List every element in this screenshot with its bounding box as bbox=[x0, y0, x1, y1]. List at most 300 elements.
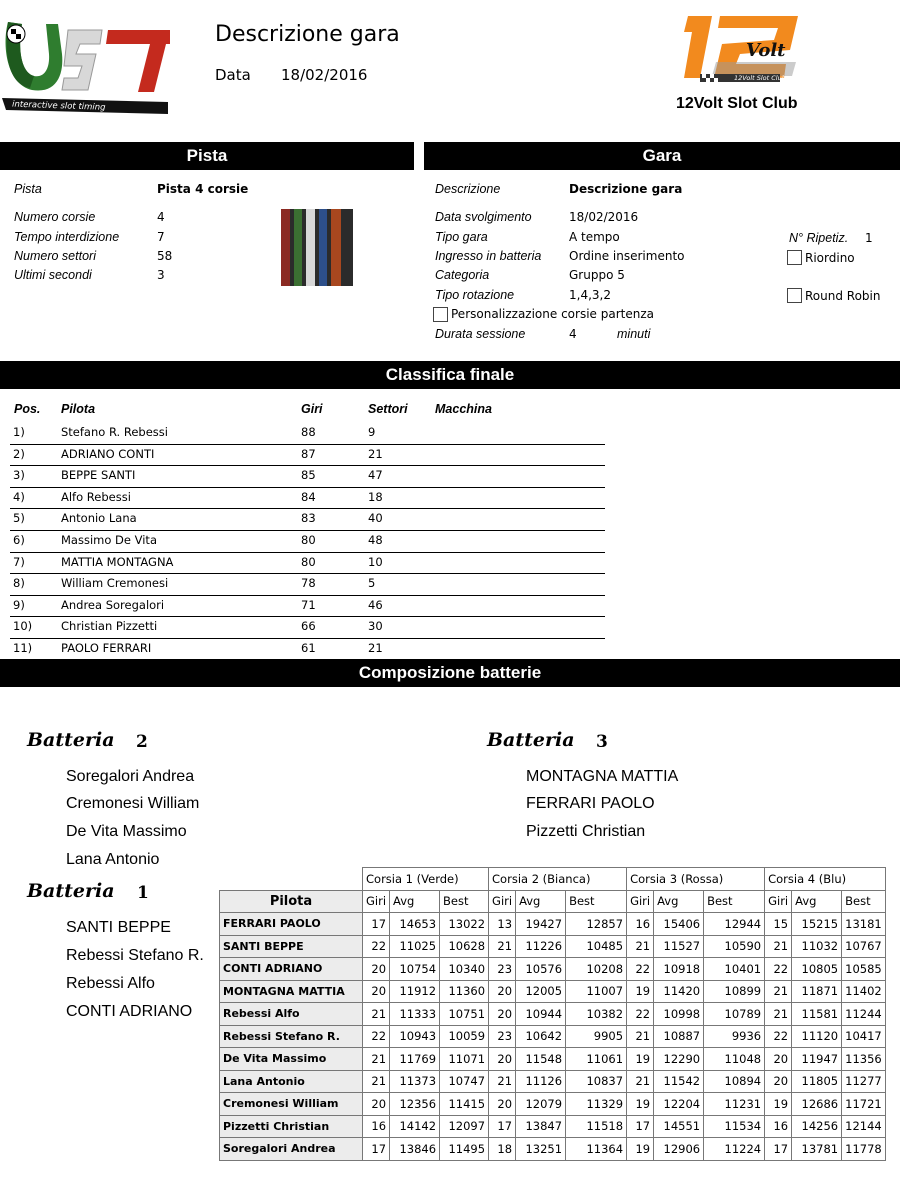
stat-cell: 11244 bbox=[842, 1003, 886, 1026]
stat-cell: 11231 bbox=[704, 1093, 765, 1116]
sub-header-avg: Avg bbox=[390, 890, 440, 913]
stat-cell: 12204 bbox=[654, 1093, 704, 1116]
ranking-settori: 46 bbox=[368, 597, 383, 612]
table-row bbox=[220, 1138, 886, 1161]
table-row bbox=[220, 958, 886, 981]
ranking-pilota: MATTIA MONTAGNA bbox=[61, 554, 174, 569]
track-lanes-image bbox=[281, 209, 353, 286]
ranking-settori: 10 bbox=[368, 554, 383, 569]
batteria-driver: Rebessi Stefano R. bbox=[66, 947, 204, 964]
pista-field-label: Numero corsie bbox=[14, 210, 96, 224]
ranking-pilota: Stefano R. Rebessi bbox=[61, 425, 168, 439]
gara-rotazione-label: Tipo rotazione bbox=[435, 288, 515, 302]
round-robin-label: Round Robin bbox=[805, 289, 881, 303]
gara-durata-unit: minuti bbox=[617, 327, 651, 341]
stat-cell: 12857 bbox=[566, 913, 627, 936]
stat-cell: 13781 bbox=[792, 1138, 842, 1161]
stat-cell: 10754 bbox=[390, 958, 440, 981]
stat-cell: 11415 bbox=[440, 1093, 489, 1116]
stat-cell: 13022 bbox=[440, 913, 489, 936]
stat-cell: 10576 bbox=[516, 958, 566, 981]
stat-cell: 17 bbox=[363, 1138, 390, 1161]
ranking-pos: 6) bbox=[13, 533, 25, 547]
ranking-pilota: Massimo De Vita bbox=[61, 533, 157, 547]
stat-cell: 20 bbox=[489, 1048, 516, 1071]
stat-cell: 15215 bbox=[792, 913, 842, 936]
stat-cell: 10767 bbox=[842, 935, 886, 958]
gara-rotazione-value: 1,4,3,2 bbox=[569, 288, 611, 302]
sub-header-avg: Avg bbox=[654, 890, 704, 913]
driver-name-cell: FERRARI PAOLO bbox=[220, 913, 363, 936]
driver-name-cell: Soregalori Andrea bbox=[220, 1138, 363, 1161]
ranking-giri: 87 bbox=[301, 446, 316, 461]
ranking-giri: 71 bbox=[301, 597, 316, 612]
stat-cell: 20 bbox=[363, 1093, 390, 1116]
stat-cell: 19427 bbox=[516, 913, 566, 936]
ranking-row bbox=[10, 595, 605, 618]
stat-cell: 19 bbox=[627, 1048, 654, 1071]
driver-name-cell: Pizzetti Christian bbox=[220, 1115, 363, 1138]
corsia-header: Corsia 2 (Bianca) bbox=[489, 868, 627, 891]
pista-field-label: Numero settori bbox=[14, 249, 96, 263]
sub-header-giri: Giri bbox=[363, 890, 390, 913]
stat-cell: 23 bbox=[489, 1025, 516, 1048]
ranking-giri: 66 bbox=[301, 619, 316, 634]
gara-durata-label: Durata sessione bbox=[435, 327, 526, 341]
ranking-row bbox=[10, 638, 605, 661]
club-logo-text: 12Volt Slot Club bbox=[734, 74, 786, 82]
stat-cell: 17 bbox=[489, 1115, 516, 1138]
stat-cell: 21 bbox=[765, 1003, 792, 1026]
stat-cell: 12290 bbox=[654, 1048, 704, 1071]
driver-name-cell: Rebessi Alfo bbox=[220, 1003, 363, 1026]
stat-cell: 21 bbox=[765, 980, 792, 1003]
ranking-row bbox=[10, 530, 605, 553]
stat-cell: 17 bbox=[627, 1115, 654, 1138]
stat-cell: 10401 bbox=[704, 958, 765, 981]
stat-cell: 22 bbox=[765, 958, 792, 981]
col-pilota-header: Pilota bbox=[61, 402, 96, 416]
ranking-giri: 61 bbox=[301, 641, 316, 655]
stat-cell: 11721 bbox=[842, 1093, 886, 1116]
batteria-label: Batteria bbox=[27, 880, 115, 902]
pista-field-label: Tempo interdizione bbox=[14, 230, 120, 244]
pista-field-value: 4 bbox=[157, 210, 165, 224]
sub-header-avg: Avg bbox=[792, 890, 842, 913]
table-row bbox=[220, 1115, 886, 1138]
stat-cell: 21 bbox=[489, 1070, 516, 1093]
stat-cell: 10642 bbox=[516, 1025, 566, 1048]
ranking-giri: 84 bbox=[301, 489, 316, 504]
ripetiz-label: N° Ripetiz. bbox=[789, 231, 849, 245]
batteria-driver: CONTI ADRIANO bbox=[66, 1003, 193, 1020]
personalizzazione-label: Personalizzazione corsie partenza bbox=[451, 307, 654, 321]
col-macchina-header: Macchina bbox=[435, 402, 492, 416]
pilota-column-header: Pilota bbox=[220, 890, 363, 913]
stat-cell: 11061 bbox=[566, 1048, 627, 1071]
stat-cell: 11581 bbox=[792, 1003, 842, 1026]
batteria-number: 3 bbox=[596, 732, 608, 752]
pista-field-value: Pista 4 corsie bbox=[157, 182, 249, 196]
stat-cell: 20 bbox=[363, 958, 390, 981]
stat-cell: 12686 bbox=[792, 1093, 842, 1116]
ranking-pilota: Andrea Soregalori bbox=[61, 597, 165, 612]
sub-header-giri: Giri bbox=[627, 890, 654, 913]
ranking-pos: 10) bbox=[13, 619, 33, 634]
ranking-giri: 78 bbox=[301, 576, 316, 591]
stat-cell: 11277 bbox=[842, 1070, 886, 1093]
ranking-pilota: Christian Pizzetti bbox=[61, 619, 158, 634]
track-lane-stripe bbox=[294, 209, 302, 286]
track-lane-stripe bbox=[319, 209, 327, 286]
ranking-giri: 83 bbox=[301, 511, 316, 526]
table-row bbox=[220, 1093, 886, 1116]
ranking-pos: 11) bbox=[13, 641, 33, 655]
ranking-row bbox=[10, 573, 605, 596]
batteria-number: 1 bbox=[137, 883, 149, 903]
stat-cell: 21 bbox=[627, 1025, 654, 1048]
stat-cell: 11126 bbox=[516, 1070, 566, 1093]
stat-cell: 12079 bbox=[516, 1093, 566, 1116]
ranking-pilota: BEPPE SANTI bbox=[61, 468, 136, 483]
gara-data-value: 18/02/2016 bbox=[569, 210, 639, 224]
ranking-pilota: PAOLO FERRARI bbox=[61, 641, 152, 655]
stat-cell: 10789 bbox=[704, 1003, 765, 1026]
stat-cell: 16 bbox=[765, 1115, 792, 1138]
stat-cell: 19 bbox=[627, 980, 654, 1003]
stat-cell: 10944 bbox=[516, 1003, 566, 1026]
ranking-settori: 30 bbox=[368, 619, 383, 634]
gara-tipo-value: A tempo bbox=[569, 230, 620, 244]
ripetiz-value: 1 bbox=[865, 231, 873, 245]
stat-cell: 11364 bbox=[566, 1138, 627, 1161]
page-title: Descrizione gara bbox=[215, 22, 400, 47]
stat-cell: 11007 bbox=[566, 980, 627, 1003]
stat-cell: 13846 bbox=[390, 1138, 440, 1161]
ranking-settori: 21 bbox=[368, 641, 383, 655]
stat-cell: 21 bbox=[363, 1070, 390, 1093]
stat-cell: 11329 bbox=[566, 1093, 627, 1116]
track-lane-stripe bbox=[281, 209, 290, 286]
stat-cell: 10887 bbox=[654, 1025, 704, 1048]
classifica-heading: Classifica finale bbox=[0, 361, 900, 389]
stat-cell: 15406 bbox=[654, 913, 704, 936]
pista-field-label: Ultimi secondi bbox=[14, 268, 92, 282]
batteria-driver: Lana Antonio bbox=[66, 851, 160, 868]
ranking-row bbox=[10, 616, 605, 639]
stat-cell: 12005 bbox=[516, 980, 566, 1003]
gara-ingresso-label: Ingresso in batteria bbox=[435, 249, 542, 263]
svg-text:Volt: Volt bbox=[746, 40, 786, 61]
batteria-number: 2 bbox=[136, 732, 148, 752]
ist-logo bbox=[2, 14, 170, 116]
stat-cell: 12144 bbox=[842, 1115, 886, 1138]
table-row bbox=[220, 980, 886, 1003]
stat-cell: 11224 bbox=[704, 1138, 765, 1161]
stat-cell: 18 bbox=[489, 1138, 516, 1161]
ranking-giri: 88 bbox=[301, 425, 316, 439]
table-row bbox=[220, 935, 886, 958]
col-pos-header: Pos. bbox=[14, 402, 41, 416]
stat-cell: 16 bbox=[627, 913, 654, 936]
batteria-driver: FERRARI PAOLO bbox=[526, 795, 655, 812]
gara-heading: Gara bbox=[424, 142, 900, 170]
sub-header-giri: Giri bbox=[489, 890, 516, 913]
ist-logo-text: interactive slot timing bbox=[11, 99, 106, 113]
sub-header-avg: Avg bbox=[516, 890, 566, 913]
stat-cell: 10998 bbox=[654, 1003, 704, 1026]
driver-name-cell: SANTI BEPPE bbox=[220, 935, 363, 958]
ranking-pilota: Antonio Lana bbox=[61, 511, 137, 526]
gara-ingresso-value: Ordine inserimento bbox=[569, 249, 685, 263]
stat-cell: 10485 bbox=[566, 935, 627, 958]
batteria-driver: MONTAGNA MATTIA bbox=[526, 768, 679, 785]
stat-cell: 22 bbox=[363, 1025, 390, 1048]
stat-cell: 11048 bbox=[704, 1048, 765, 1071]
ranking-row bbox=[10, 444, 605, 467]
sub-header-giri: Giri bbox=[765, 890, 792, 913]
club-name: 12Volt Slot Club bbox=[676, 95, 798, 112]
stat-cell: 22 bbox=[363, 935, 390, 958]
stat-cell: 10837 bbox=[566, 1070, 627, 1093]
table-row bbox=[220, 1003, 886, 1026]
ranking-pos: 4) bbox=[13, 489, 25, 504]
stat-cell: 11805 bbox=[792, 1070, 842, 1093]
stat-cell: 10059 bbox=[440, 1025, 489, 1048]
ranking-giri: 80 bbox=[301, 554, 316, 569]
col-settori-header: Settori bbox=[368, 402, 408, 416]
gara-categoria-value: Gruppo 5 bbox=[569, 268, 625, 282]
stat-cell: 10628 bbox=[440, 935, 489, 958]
stat-cell: 10208 bbox=[566, 958, 627, 981]
stat-cell: 11769 bbox=[390, 1048, 440, 1071]
stat-cell: 11548 bbox=[516, 1048, 566, 1071]
stat-cell: 11071 bbox=[440, 1048, 489, 1071]
ranking-row bbox=[10, 508, 605, 531]
pista-field-value: 3 bbox=[157, 268, 165, 282]
ranking-row bbox=[10, 422, 605, 445]
stat-cell: 10899 bbox=[704, 980, 765, 1003]
stat-cell: 14142 bbox=[390, 1115, 440, 1138]
riordino-label: Riordino bbox=[805, 251, 855, 265]
stat-cell: 19 bbox=[627, 1093, 654, 1116]
stat-cell: 20 bbox=[489, 1093, 516, 1116]
stat-cell: 12097 bbox=[440, 1115, 489, 1138]
stat-cell: 12906 bbox=[654, 1138, 704, 1161]
stat-cell: 20 bbox=[363, 980, 390, 1003]
table-row bbox=[220, 1048, 886, 1071]
stat-cell: 21 bbox=[765, 935, 792, 958]
ranking-pos: 1) bbox=[13, 425, 25, 439]
stat-cell: 9936 bbox=[704, 1025, 765, 1048]
stat-cell: 21 bbox=[627, 935, 654, 958]
ranking-pos: 2) bbox=[13, 446, 25, 461]
stat-cell: 21 bbox=[363, 1003, 390, 1026]
stat-cell: 12356 bbox=[390, 1093, 440, 1116]
stat-cell: 11534 bbox=[704, 1115, 765, 1138]
pista-field-value: 7 bbox=[157, 230, 165, 244]
stat-cell: 10382 bbox=[566, 1003, 627, 1026]
stat-cell: 10805 bbox=[792, 958, 842, 981]
pista-field-value: 58 bbox=[157, 249, 173, 263]
stat-cell: 13847 bbox=[516, 1115, 566, 1138]
stat-cell: 11356 bbox=[842, 1048, 886, 1071]
date-label: Data bbox=[215, 66, 251, 84]
stat-cell: 11032 bbox=[792, 935, 842, 958]
ranking-giri: 85 bbox=[301, 468, 316, 483]
stat-cell: 11542 bbox=[654, 1070, 704, 1093]
corsia-header: Corsia 1 (Verde) bbox=[363, 868, 489, 891]
driver-name-cell: Lana Antonio bbox=[220, 1070, 363, 1093]
stat-cell: 13181 bbox=[842, 913, 886, 936]
batteria-driver: De Vita Massimo bbox=[66, 823, 187, 840]
ranking-row bbox=[10, 487, 605, 510]
stat-cell: 10417 bbox=[842, 1025, 886, 1048]
stat-cell: 11495 bbox=[440, 1138, 489, 1161]
stat-cell: 10751 bbox=[440, 1003, 489, 1026]
ranking-pilota: ADRIANO CONTI bbox=[61, 446, 155, 461]
ranking-settori: 18 bbox=[368, 489, 383, 504]
batteria-driver: Rebessi Alfo bbox=[66, 975, 155, 992]
ranking-pilota: Alfo Rebessi bbox=[61, 489, 131, 504]
stat-cell: 21 bbox=[363, 1048, 390, 1071]
gara-tipo-label: Tipo gara bbox=[435, 230, 488, 244]
sub-header-best: Best bbox=[842, 890, 886, 913]
ranking-settori: 21 bbox=[368, 446, 383, 461]
batterie-heading: Composizione batterie bbox=[0, 659, 900, 687]
stat-cell: 10918 bbox=[654, 958, 704, 981]
table-corner bbox=[220, 868, 363, 891]
personalizzazione-checkbox[interactable] bbox=[433, 307, 448, 322]
gara-descrizione-value: Descrizione gara bbox=[569, 182, 683, 196]
ranking-settori: 5 bbox=[368, 576, 376, 591]
stat-cell: 10894 bbox=[704, 1070, 765, 1093]
batteria-driver: Cremonesi William bbox=[66, 795, 200, 812]
sub-header-best: Best bbox=[566, 890, 627, 913]
stat-cell: 11420 bbox=[654, 980, 704, 1003]
table-row bbox=[220, 913, 886, 936]
gara-durata-value: 4 bbox=[569, 327, 577, 341]
stat-cell: 22 bbox=[627, 1003, 654, 1026]
stat-cell: 11226 bbox=[516, 935, 566, 958]
stat-cell: 9905 bbox=[566, 1025, 627, 1048]
stat-cell: 20 bbox=[489, 980, 516, 1003]
stat-cell: 11333 bbox=[390, 1003, 440, 1026]
stat-cell: 11518 bbox=[566, 1115, 627, 1138]
ranking-pos: 3) bbox=[13, 468, 25, 483]
stat-cell: 15 bbox=[765, 913, 792, 936]
table-row bbox=[220, 1070, 886, 1093]
stat-cell: 11120 bbox=[792, 1025, 842, 1048]
stat-cell: 14551 bbox=[654, 1115, 704, 1138]
col-giri-header: Giri bbox=[301, 402, 323, 416]
stat-cell: 23 bbox=[489, 958, 516, 981]
batteria-label: Batteria bbox=[487, 729, 575, 751]
table-row bbox=[220, 1025, 886, 1048]
stat-cell: 19 bbox=[627, 1138, 654, 1161]
corsia-header: Corsia 3 (Rossa) bbox=[627, 868, 765, 891]
stat-cell: 10590 bbox=[704, 935, 765, 958]
stat-cell: 11947 bbox=[792, 1048, 842, 1071]
driver-name-cell: CONTI ADRIANO bbox=[220, 958, 363, 981]
ranking-row bbox=[10, 552, 605, 575]
stat-cell: 16 bbox=[363, 1115, 390, 1138]
stat-cell: 14653 bbox=[390, 913, 440, 936]
ranking-giri: 80 bbox=[301, 533, 316, 547]
stat-cell: 11912 bbox=[390, 980, 440, 1003]
track-lane-stripe bbox=[306, 209, 315, 286]
stat-cell: 11373 bbox=[390, 1070, 440, 1093]
club-logo bbox=[680, 10, 804, 88]
stat-cell: 13251 bbox=[516, 1138, 566, 1161]
ranking-settori: 48 bbox=[368, 533, 383, 547]
stat-cell: 17 bbox=[363, 913, 390, 936]
pista-field-label: Pista bbox=[14, 182, 42, 196]
stat-cell: 20 bbox=[489, 1003, 516, 1026]
batteria-driver: Pizzetti Christian bbox=[526, 823, 646, 840]
stat-cell: 13 bbox=[489, 913, 516, 936]
gara-descrizione-label: Descrizione bbox=[435, 182, 501, 196]
stat-cell: 10747 bbox=[440, 1070, 489, 1093]
driver-name-cell: MONTAGNA MATTIA bbox=[220, 980, 363, 1003]
batteria-driver: Soregalori Andrea bbox=[66, 768, 195, 785]
riordino-checkbox[interactable] bbox=[787, 250, 802, 265]
ranking-settori: 47 bbox=[368, 468, 383, 483]
date-value: 18/02/2016 bbox=[281, 66, 368, 84]
ranking-row bbox=[10, 465, 605, 488]
stat-cell: 10340 bbox=[440, 958, 489, 981]
stat-cell: 22 bbox=[627, 958, 654, 981]
stat-cell: 10585 bbox=[842, 958, 886, 981]
lap-stats-table bbox=[219, 867, 886, 1161]
stat-cell: 20 bbox=[765, 1048, 792, 1071]
corsia-header: Corsia 4 (Blu) bbox=[765, 868, 886, 891]
stat-cell: 22 bbox=[765, 1025, 792, 1048]
stat-cell: 11778 bbox=[842, 1138, 886, 1161]
stat-cell: 11871 bbox=[792, 980, 842, 1003]
stat-cell: 11360 bbox=[440, 980, 489, 1003]
ranking-pos: 9) bbox=[13, 597, 25, 612]
ranking-pos: 5) bbox=[13, 511, 25, 526]
stat-cell: 21 bbox=[627, 1070, 654, 1093]
stat-cell: 20 bbox=[765, 1070, 792, 1093]
stat-cell: 12944 bbox=[704, 913, 765, 936]
driver-name-cell: Rebessi Stefano R. bbox=[220, 1025, 363, 1048]
stat-cell: 19 bbox=[765, 1093, 792, 1116]
track-lane-stripe bbox=[331, 209, 341, 286]
stat-cell: 21 bbox=[489, 935, 516, 958]
driver-name-cell: Cremonesi William bbox=[220, 1093, 363, 1116]
ranking-pilota: William Cremonesi bbox=[61, 576, 169, 591]
gara-categoria-label: Categoria bbox=[435, 268, 490, 282]
batteria-driver: SANTI BEPPE bbox=[66, 919, 171, 936]
ranking-settori: 9 bbox=[368, 425, 376, 439]
stat-cell: 14256 bbox=[792, 1115, 842, 1138]
stat-cell: 10943 bbox=[390, 1025, 440, 1048]
stat-cell: 17 bbox=[765, 1138, 792, 1161]
sub-header-best: Best bbox=[440, 890, 489, 913]
stat-cell: 11025 bbox=[390, 935, 440, 958]
round-robin-checkbox[interactable] bbox=[787, 288, 802, 303]
pista-heading: Pista bbox=[0, 142, 414, 170]
gara-data-label: Data svolgimento bbox=[435, 210, 532, 224]
sub-header-best: Best bbox=[704, 890, 765, 913]
ranking-pos: 8) bbox=[13, 576, 25, 591]
batteria-label: Batteria bbox=[27, 729, 115, 751]
stat-cell: 11402 bbox=[842, 980, 886, 1003]
ranking-pos: 7) bbox=[13, 554, 25, 569]
ranking-settori: 40 bbox=[368, 511, 383, 526]
